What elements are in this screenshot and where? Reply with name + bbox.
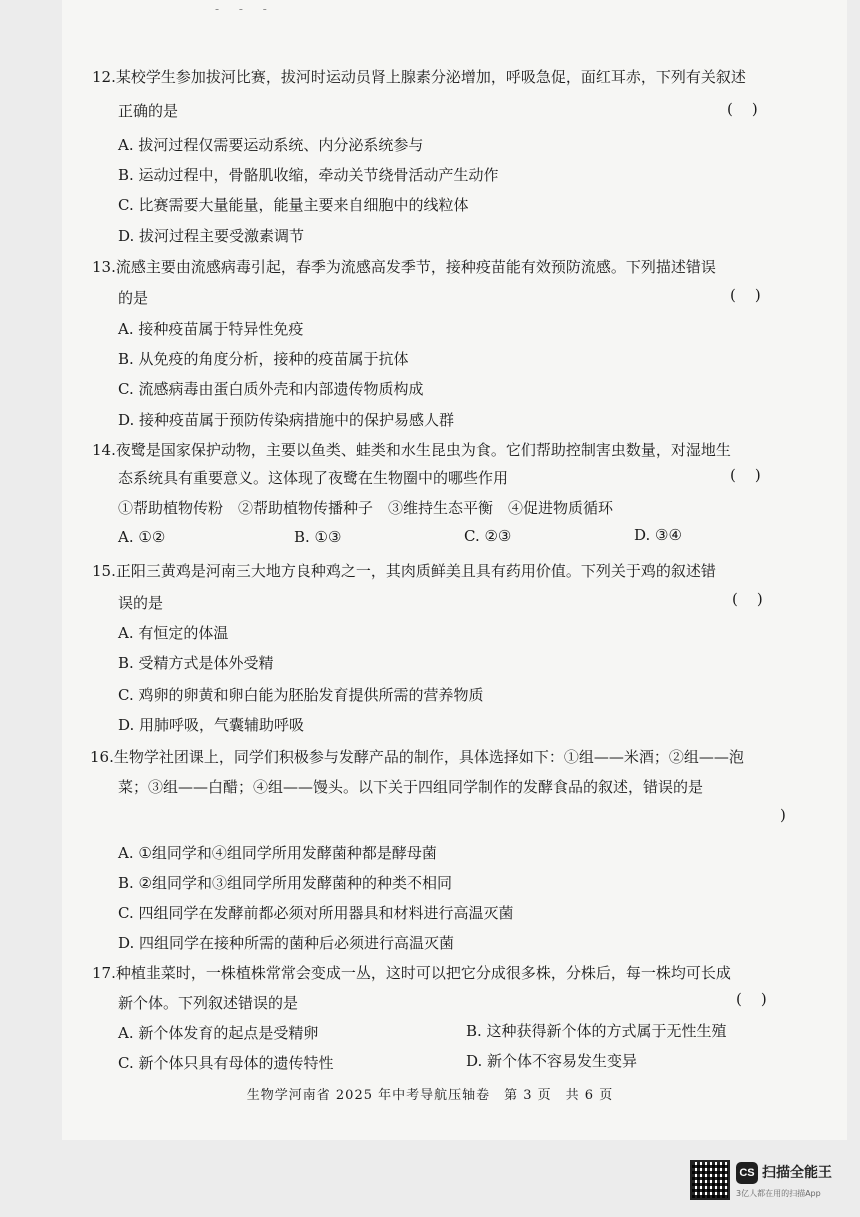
question-16-option-d: D. 四组同学在接种所需的菌种后必须进行高温灭菌 xyxy=(118,934,455,952)
question-15-option-a: A. 有恒定的体温 xyxy=(118,624,229,642)
scanner-app-name: 扫描全能王 xyxy=(762,1165,832,1181)
question-16-line-2: 菜；③组——白醋；④组——馒头。以下关于四组同学制作的发酵食品的叙述，错误的是 xyxy=(118,778,704,796)
question-15-line-2: 误的是 xyxy=(118,594,164,612)
question-14-line-1: 14.夜鹭是国家保护动物，主要以鱼类、蛙类和水生昆虫为食。它们帮助控制害虫数量，对湿地生 xyxy=(92,441,731,459)
question-13-answer-paren: ( ) xyxy=(730,286,761,304)
question-17-option-b: B. 这种获得新个体的方式属于无性生殖 xyxy=(466,1022,727,1040)
question-13-line-2: 的是 xyxy=(118,289,149,307)
scanner-tagline: 3亿人都在用的扫描App xyxy=(736,1189,821,1198)
question-15-option-b: B. 受精方式是体外受精 xyxy=(118,654,274,672)
question-17-option-d: D. 新个体不容易发生变异 xyxy=(466,1052,638,1070)
question-14-statements: ①帮助植物传粉 ②帮助植物传播种子 ③维持生态平衡 ④促进物质循环 xyxy=(118,499,614,517)
question-16-option-a: A. ①组同学和④组同学所用发酵菌种都是酵母菌 xyxy=(118,844,437,862)
question-14-answer-paren: ( ) xyxy=(730,466,761,484)
question-16-option-b: B. ②组同学和③组同学所用发酵菌种的种类不相同 xyxy=(118,874,453,892)
question-15-option-d: D. 用肺呼吸，气囊辅助呼吸 xyxy=(118,716,305,734)
question-13-line-1: 13.流感主要由流感病毒引起，春季为流感高发季节，接种疫苗能有效预防流感。下列描述错误 xyxy=(92,258,716,276)
question-13-option-d: D. 接种疫苗属于预防传染病措施中的保护易感人群 xyxy=(118,411,455,429)
question-12-option-b: B. 运动过程中，骨骼肌收缩，牵动关节绕骨活动产生动作 xyxy=(118,166,499,184)
question-17-answer-paren: ( ) xyxy=(736,990,767,1008)
question-14-line-2: 态系统具有重要意义。这体现了夜鹭在生物圈中的哪些作用 xyxy=(118,469,509,487)
question-17-option-c: C. 新个体只具有母体的遗传特性 xyxy=(118,1054,334,1072)
question-14-option-b: B. ①③ xyxy=(294,528,342,546)
question-13-option-b: B. 从免疫的角度分析，接种的疫苗属于抗体 xyxy=(118,350,409,368)
qr-code-icon xyxy=(690,1160,730,1200)
question-17-option-a: A. 新个体发育的起点是受精卵 xyxy=(118,1024,319,1042)
question-13-option-a: A. 接种疫苗属于特异性免疫 xyxy=(118,320,304,338)
question-17-line-1: 17.种植韭菜时，一株植株常常会变成一丛，这时可以把它分成很多株，分株后，每一株均可长成 xyxy=(92,964,731,982)
question-16-answer-paren: ) xyxy=(780,806,786,824)
question-12-answer-paren: ( ) xyxy=(727,100,758,118)
question-12-option-d: D. 拔河过程主要受激素调节 xyxy=(118,227,305,245)
question-15-answer-paren: ( ) xyxy=(732,590,763,608)
question-15-option-c: C. 鸡卵的卵黄和卵白能为胚胎发育提供所需的营养物质 xyxy=(118,686,484,704)
question-14-option-a: A. ①② xyxy=(118,528,166,546)
question-13-option-c: C. 流感病毒由蛋白质外壳和内部遗传物质构成 xyxy=(118,380,424,398)
question-14-option-c: C. ②③ xyxy=(464,527,512,545)
question-12-option-c: C. 比赛需要大量能量，能量主要来自细胞中的线粒体 xyxy=(118,196,469,214)
scanner-watermark xyxy=(690,1160,850,1204)
question-12-line-2: 正确的是 xyxy=(118,102,179,120)
top-marks: - - - xyxy=(215,2,275,16)
question-12-option-a: A. 拔河过程仅需要运动系统、内分泌系统参与 xyxy=(118,136,424,154)
question-14-option-d: D. ③④ xyxy=(634,526,682,544)
question-16-line-1: 16.生物学社团课上，同学们积极参与发酵产品的制作，具体选择如下：①组——米酒；②组——泡 xyxy=(90,748,744,766)
question-15-line-1: 15.正阳三黄鸡是河南三大地方良种鸡之一，其肉质鲜美且具有药用价值。下列关于鸡的叙述错 xyxy=(92,562,716,580)
question-16-option-c: C. 四组同学在发酵前都必须对所用器具和材料进行高温灭菌 xyxy=(118,904,514,922)
question-17-line-2: 新个体。下列叙述错误的是 xyxy=(118,994,299,1012)
question-12-line-1: 12.某校学生参加拔河比赛，拔河时运动员肾上腺素分泌增加，呼吸急促，面红耳赤，下列有关叙述 xyxy=(92,68,746,86)
camscanner-logo-icon: CS xyxy=(736,1162,758,1184)
page-footer: 生物学河南省 2025 年中考导航压轴卷 第 3 页 共 6 页 xyxy=(246,1088,614,1103)
